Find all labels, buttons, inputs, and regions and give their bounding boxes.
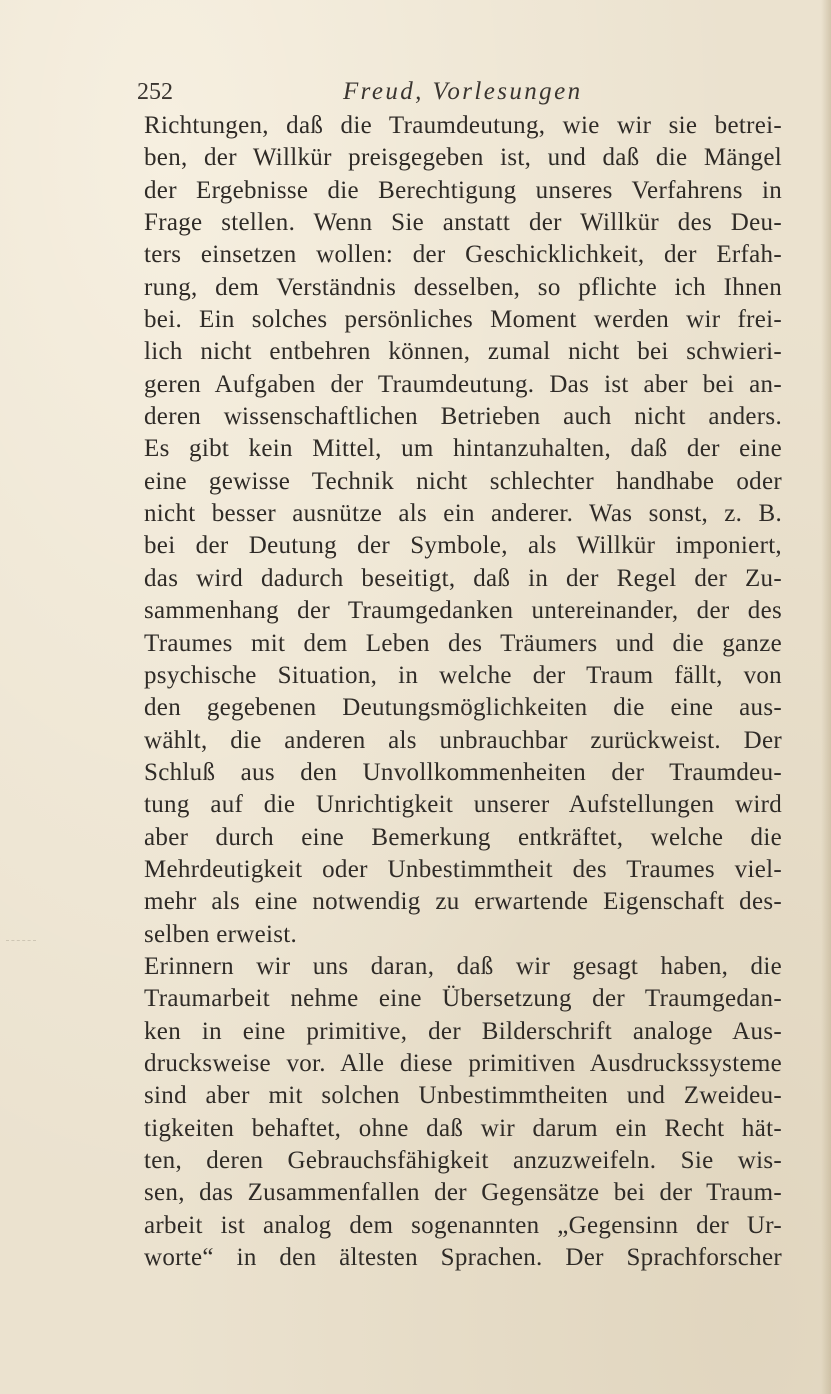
text-line: bei. Ein solches persönliches Moment werden wir frei-: [144, 306, 782, 334]
body-text: [144, 110, 782, 1274]
text-line: Richtungen, daß die Traumdeutung, wie wir sie betrei-: [144, 112, 782, 139]
text-line: Schluß aus den Unvollkommenheiten der Traumdeu-: [144, 758, 782, 786]
text-line: Es gibt kein Mittel, um hintanzuhalten, daß der eine: [144, 435, 782, 463]
text-line: sind aber mit solchen Unbestimmtheiten und Zweideu-: [144, 1082, 782, 1110]
text-line: selben erweist.: [144, 920, 298, 948]
page-number: 252: [137, 79, 173, 105]
text-line: deren wissenschaftlichen Betrieben auch nicht anders.: [144, 403, 782, 431]
paragraph-1: [144, 110, 782, 951]
text-line: ken in eine primitive, der Bilderschrift analoge Aus-: [144, 1017, 782, 1045]
text-line: mehr als eine notwendig zu erwartende Eigenschaft des-: [144, 888, 782, 916]
text-line: der Ergebnisse die Berechtigung unseres Verfahrens in: [144, 176, 782, 204]
text-line: psychische Situation, in welche der Traum fällt, von: [144, 661, 782, 689]
text-line: lich nicht entbehren können, zumal nicht bei schwieri-: [144, 338, 782, 366]
text-line: ben, der Willkür preisgegeben ist, und daß die Mängel: [144, 144, 782, 172]
text-line: Mehrdeutigkeit oder Unbestimmtheit des Traumes viel-: [144, 855, 782, 883]
text-line: ten, deren Gebrauchsfähigkeit anzuzweifeln. Sie wis-: [144, 1147, 782, 1174]
text-line: drucksweise vor. Alle diese primitiven Ausdruckssysteme: [144, 1049, 782, 1077]
running-title: Freud, Vorlesungen: [343, 78, 583, 105]
text-line: bei der Deutung der Symbole, als Willkür imponiert,: [144, 532, 782, 560]
text-line: Traumes mit dem Leben des Träumers und die ganze: [144, 629, 782, 657]
text-line: sammenhang der Traumgedanken untereinander, der des: [144, 597, 782, 625]
text-line: Frage stellen. Wenn Sie anstatt der Willkür des Deu-: [144, 209, 782, 237]
text-line: rung, dem Verständnis desselben, so pflichte ich Ihnen: [144, 273, 782, 301]
margin-mark: [6, 940, 36, 941]
text-line: wählt, die anderen als unbrauchbar zurückweist. Der: [144, 726, 782, 754]
text-line: arbeit ist analog dem sogenannten „Gegensinn der Ur-: [144, 1211, 782, 1239]
text-line: tigkeiten behaftet, ohne daß wir darum ein Recht hät-: [144, 1114, 782, 1142]
text-line: den gegebenen Deutungsmöglichkeiten die eine aus-: [144, 694, 782, 722]
text-line: tung auf die Unrichtigkeit unserer Aufstellungen wird: [144, 791, 782, 819]
text-line: Traumarbeit nehme eine Übersetzung der Traumgedan-: [144, 985, 782, 1013]
text-line: sen, das Zusammenfallen der Gegensätze bei der Traum-: [144, 1179, 782, 1207]
text-line: worte“ in den ältesten Sprachen. Der Sprachforscher: [144, 1244, 782, 1272]
text-line: nicht besser ausnütze als ein anderer. Was sonst, z. B.: [144, 500, 782, 528]
running-head: [137, 76, 777, 110]
text-line: geren Aufgaben der Traumdeutung. Das ist aber bei an-: [144, 370, 782, 398]
text-line: aber durch eine Bemerkung entkräftet, welche die: [144, 823, 782, 851]
paragraph-2: [144, 951, 782, 1274]
page-edge-shadow: [821, 0, 831, 1394]
text-line: eine gewisse Technik nicht schlechter handhabe oder: [144, 467, 782, 495]
text-line: ters einsetzen wollen: der Geschicklichkeit, der Erfah-: [144, 241, 782, 269]
text-line: Erinnern wir uns daran, daß wir gesagt haben, die: [144, 952, 782, 980]
text-line: das wird dadurch beseitigt, daß in der Regel der Zu-: [144, 564, 782, 592]
